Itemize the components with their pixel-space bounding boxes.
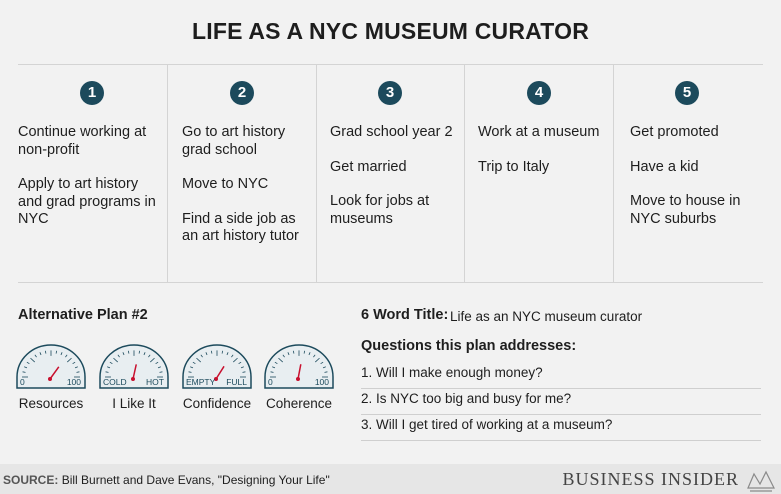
gauge-tick — [106, 372, 109, 373]
gauge-high-label: 100 — [314, 377, 329, 387]
confidence-gauge — [181, 341, 253, 411]
gauge-tick — [243, 372, 246, 373]
gauge-low-label: 0 — [268, 377, 273, 387]
gauge-low-label: EMPTY — [186, 377, 216, 387]
coherence-gauge — [263, 341, 335, 411]
publisher-mark-icon — [744, 466, 778, 494]
gauge-high-label: 100 — [66, 377, 81, 387]
step-item: Grad school year 2 — [330, 124, 453, 140]
step-item: Get married — [330, 158, 407, 175]
step-item: Find a side job as an art history tutor — [182, 210, 299, 244]
alternative-plan-title: Alternative Plan #2 — [18, 307, 148, 323]
gauge-tick — [23, 372, 26, 373]
step-item: Continue working at non-profit — [18, 124, 147, 158]
page-title: LIFE AS A NYC MUSEUM CURATOR — [191, 18, 590, 44]
i-like-it-gauge — [98, 341, 170, 411]
source-text: Bill Burnett and Dave Evans, "Designing Your Life" — [61, 473, 330, 487]
gauge-label: I Like It — [112, 396, 156, 411]
gauge-hub — [296, 377, 300, 381]
source-credit — [3, 473, 330, 487]
gauge-low-label: COLD — [103, 377, 127, 387]
gauge-label: Confidence — [182, 396, 252, 411]
six-word-title-label: 6 Word Title: — [361, 307, 449, 323]
step-item: Get promoted — [630, 124, 719, 140]
step-item: Move to house in NYC suburbs — [630, 193, 741, 227]
step-number-badge: 2 — [230, 81, 254, 105]
brand-logo: BUSINESS INSIDER — [562, 469, 739, 489]
gauge-label: Resources — [18, 396, 84, 411]
step-column-4 — [464, 65, 613, 282]
gauge-high-label: FULL — [226, 377, 247, 387]
gauge-low-label: 0 — [20, 377, 25, 387]
step-number-badge: 3 — [378, 81, 402, 105]
question-item: 3. Will I get tired of working at a museum? — [361, 415, 761, 441]
step-number-badge: 1 — [80, 81, 104, 105]
step-column-1 — [18, 65, 167, 282]
step-item: Apply to art history and grad programs in NYC — [18, 176, 156, 227]
step-number-badge: 4 — [527, 81, 551, 105]
gauge-tick — [77, 372, 80, 373]
gauge-tick — [189, 372, 192, 373]
gauge-hub — [48, 377, 52, 381]
plan-steps — [18, 64, 763, 283]
gauge-tick — [325, 372, 328, 373]
step-column-3 — [316, 65, 464, 282]
source-label: SOURCE: — [3, 473, 59, 487]
six-word-title-value: Life as an NYC museum curator — [450, 309, 643, 324]
step-item: Go to art history grad school — [182, 124, 286, 158]
footer — [0, 464, 781, 494]
gauge-high-label: HOT — [146, 377, 164, 387]
step-column-5 — [613, 65, 763, 282]
step-column-2 — [167, 65, 316, 282]
question-item: 1. Will I make enough money? — [361, 363, 761, 389]
question-item: 2. Is NYC too big and busy for me? — [361, 389, 761, 415]
gauge-tick — [160, 372, 163, 373]
resources-gauge — [15, 341, 87, 411]
step-number-badge: 5 — [675, 81, 699, 105]
step-item: Have a kid — [630, 158, 699, 175]
step-item: Look for jobs at museums — [330, 193, 430, 227]
gauge-label: Coherence — [265, 396, 333, 411]
gauge-hub — [131, 377, 135, 381]
gauge-tick — [271, 372, 274, 373]
step-item: Work at a museum — [478, 124, 600, 140]
questions-heading: Questions this plan addresses: — [361, 338, 577, 354]
step-item: Trip to Italy — [478, 158, 550, 175]
step-item: Move to NYC — [182, 176, 269, 192]
